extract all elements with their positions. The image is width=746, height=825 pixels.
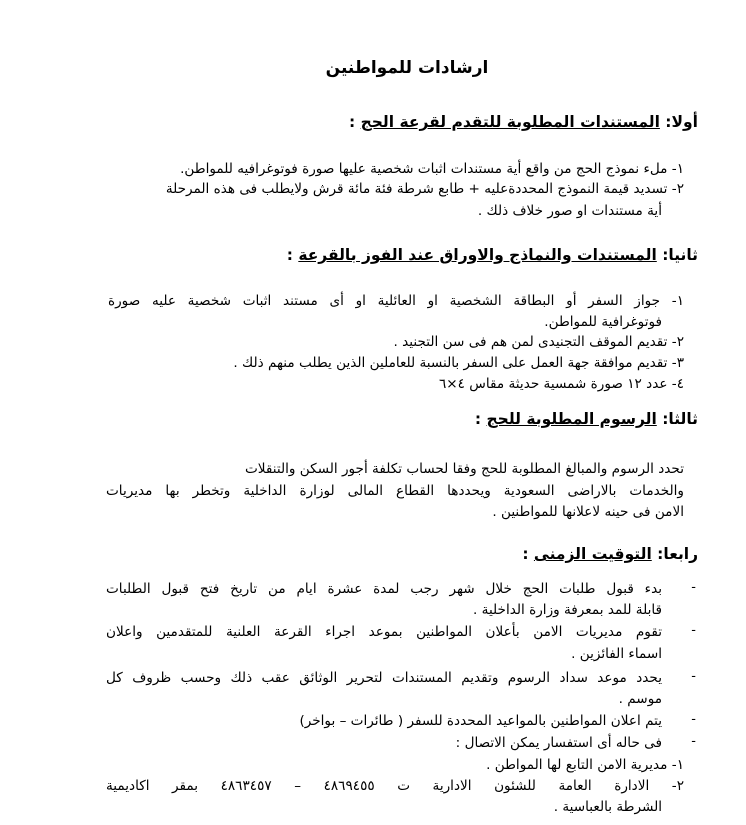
section-1-heading — [349, 113, 698, 131]
s4-line-4: اسماء الفائزين . — [571, 646, 662, 662]
s4-line-9: ١- مديرية الامن التابع لها المواطن . — [486, 757, 684, 773]
page-title: ارشادات للمواطنين — [325, 58, 489, 78]
section-4-heading — [522, 545, 698, 563]
s2-line-1: ١- جواز السفر أو البطاقة الشخصية او العائلية او أى مستند اثبات شخصية عليه صورة — [108, 293, 684, 309]
section-3-colon: : — [474, 410, 487, 428]
s2-line-4: ٣- تقديم موافقة جهة العمل على السفر بالنسبة للعاملين الذين يطلب منهم ذلك . — [233, 355, 684, 371]
section-4-number: رابعا: — [657, 545, 698, 563]
s3-line-3: الامن فى حينه لاعلانها للمواطنين . — [492, 504, 684, 520]
s4-line-5: يحدد موعد سداد الرسوم وتقديم المستندات لتحرير الوثائق عقب ذلك وحسب ظروف كل — [106, 670, 662, 686]
section-1-colon: : — [348, 113, 361, 131]
s1-line-3: أية مستندات او صور خلاف ذلك . — [477, 203, 662, 219]
section-2-number: ثانيا: — [662, 246, 698, 264]
s4-line-6: موسم . — [618, 691, 662, 707]
bullet-2: - — [691, 623, 696, 638]
section-1-number: أولا: — [665, 113, 698, 131]
bullet-1: - — [691, 580, 696, 595]
section-2-colon: : — [286, 246, 299, 264]
section-2-heading — [287, 246, 698, 264]
s1-line-2: ٢- تسديد قيمة النموذج المحددةعليه + طابع شرطة فئة مائة قرش ولايطلب فى هذه المرحلة — [165, 181, 684, 197]
section-3-number: ثالثا: — [662, 410, 698, 428]
s4-line-11: الشرطة بالعباسية . — [553, 799, 662, 815]
s3-line-2: والخدمات بالاراضى السعودية ويحددها القطاع المالى لوزارة الداخلية وتخطر بها مديريات — [106, 483, 684, 499]
bullet-4: - — [691, 712, 696, 727]
section-3-title: الرسوم المطلوبة للحج — [486, 410, 657, 428]
section-2-title: المستندات والنماذج والاوراق عند الفوز بالقرعة — [298, 246, 657, 264]
s4-line-10: ٢- الادارة العامة للشئون الادارية ت ٤٨٦٩٤٥٥ – ٤٨٦٣٤٥٧ بمقر اكاديمية — [106, 778, 684, 794]
bullet-5: - — [691, 734, 696, 749]
section-3-heading — [475, 410, 698, 428]
s4-line-2: قابلة للمد بمعرفة وزارة الداخلية . — [473, 602, 662, 618]
s4-line-1: بدء قبول طلبات الحج خلال شهر رجب لمدة عشرة ايام من تاريخ فتح قبول الطلبات — [106, 581, 662, 597]
s4-line-8: فى حاله أى استفسار يمكن الاتصال : — [455, 735, 662, 751]
s4-line-3: تقوم مديريات الامن بأعلان المواطنين بموعد اجراء القرعة العلنية للمتقدمين واعلان — [106, 624, 662, 640]
s1-line-1: ١- ملء نموذج الحج من واقع أية مستندات اثبات شخصية عليها صورة فوتوغرافيه للمواطن. — [180, 161, 684, 177]
section-1-title: المستندات المطلوبة للتقدم لقرعة الحج — [360, 113, 660, 131]
s2-line-5: ٤- عدد ١٢ صورة شمسية حديثة مقاس ٤×٦ — [438, 376, 684, 392]
s3-line-1: تحدد الرسوم والمبالغ المطلوبة للحج وفقا لحساب تكلفة أجور السكن والتنقلات — [244, 461, 684, 477]
section-4-title: التوقيت الزمنى — [533, 545, 652, 563]
s2-line-3: ٢- تقديم الموقف التجنيدى لمن هم فى سن التجنيد . — [393, 334, 684, 350]
s4-line-7: يتم اعلان المواطنين بالمواعيد المحددة للسفر ( طائرات – بواخر) — [299, 713, 662, 729]
section-4-colon: : — [522, 545, 534, 563]
bullet-3: - — [691, 669, 696, 684]
s2-line-2: فوتوغرافية للمواطن. — [544, 314, 662, 330]
